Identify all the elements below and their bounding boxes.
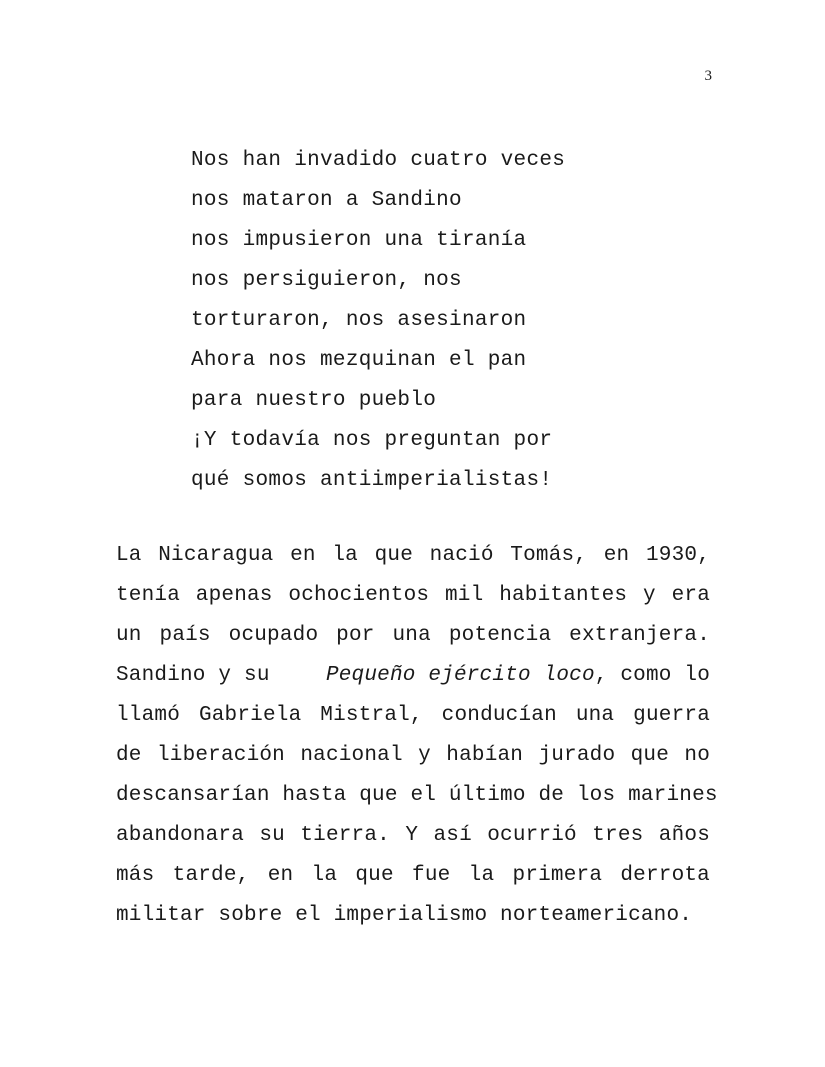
poem-line: torturaron, nos asesinaron xyxy=(191,309,527,332)
italic-title: Pequeño ejército loco xyxy=(325,664,595,687)
poem-line: Ahora nos mezquinan el pan xyxy=(191,349,527,372)
prose-line: de liberación nacional y habían jurado que no xyxy=(116,744,710,767)
prose-line: más tarde, en la que fue la primera derrota xyxy=(116,864,710,887)
prose-paragraph xyxy=(116,536,718,936)
poem-line: nos persiguieron, nos xyxy=(191,269,462,292)
poem-line: nos impusieron una tiranía xyxy=(191,229,527,252)
poem-line: nos mataron a Sandino xyxy=(191,189,462,212)
poem-line: qué somos antiimperialistas! xyxy=(191,469,553,492)
poem-block xyxy=(191,141,611,501)
prose-line: llamó Gabriela Mistral, conducían una guerra xyxy=(116,704,710,727)
poem-line: Nos han invadido cuatro veces xyxy=(191,149,566,172)
prose-line xyxy=(116,656,710,696)
prose-line-comma: , como lo xyxy=(594,664,710,687)
prose-line: militar sobre el imperialismo norteamericano. xyxy=(116,904,693,927)
prose-line: tenía apenas ochocientos mil habitantes y era xyxy=(116,584,710,607)
poem-line: ¡Y todavía nos preguntan por xyxy=(191,429,553,452)
prose-line: descansarían hasta que el último de los marines xyxy=(116,784,718,807)
poem-line: para nuestro pueblo xyxy=(191,389,437,412)
page-number: 3 xyxy=(704,68,712,84)
prose-line: un país ocupado por una potencia extranjera. xyxy=(116,624,710,647)
prose-line: abandonara su tierra. Y así ocurrió tres años xyxy=(116,824,710,847)
prose-line: La Nicaragua en la que nació Tomás, en 1930, xyxy=(116,544,710,567)
prose-line-start: Sandino y su xyxy=(116,664,270,687)
